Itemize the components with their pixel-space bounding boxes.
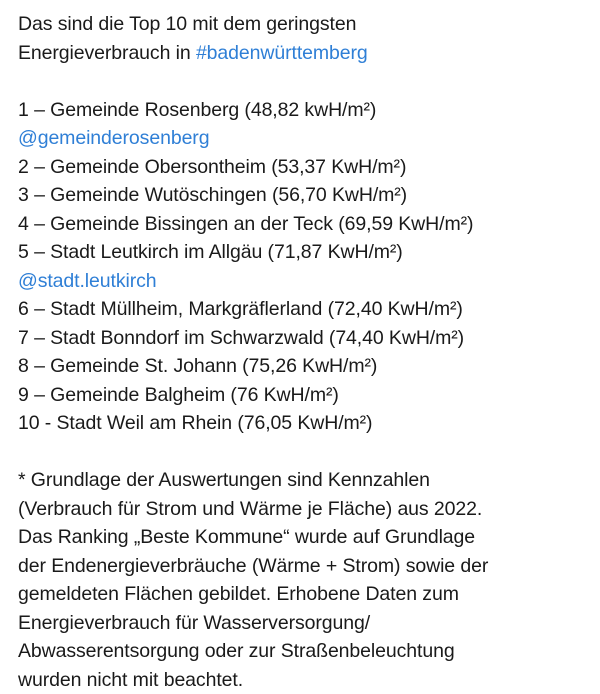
intro-text: Energieverbrauch in [18, 42, 196, 64]
footnote-line: der Endenergieverbräuche (Wärme + Strom) sowie der [18, 552, 584, 581]
footnote-line: Das Ranking „Beste Kommune“ wurde auf Grundlage [18, 523, 584, 552]
ranking-item: 1 – Gemeinde Rosenberg (48,82 kwH/m²) [18, 96, 584, 125]
footnote-line: (Verbrauch für Strom und Wärme je Fläche) aus 2022. [18, 495, 584, 524]
footnote [18, 466, 584, 694]
ranking-item: 2 – Gemeinde Obersontheim (53,37 KwH/m²) [18, 153, 584, 182]
footnote-line: Abwasserentsorgung oder zur Straßenbeleuchtung [18, 637, 584, 666]
mention-link[interactable]: @gemeinderosenberg [18, 124, 584, 153]
hashtag-link[interactable]: #badenwürttemberg [196, 42, 368, 64]
ranking-item: 8 – Gemeinde St. Johann (75,26 KwH/m²) [18, 352, 584, 381]
spacer [18, 67, 584, 96]
mention-link[interactable]: @stadt.leutkirch [18, 267, 584, 296]
ranking-item: 10 - Stadt Weil am Rhein (76,05 KwH/m²) [18, 409, 584, 438]
ranking-list [18, 96, 584, 438]
intro-line-1: Das sind die Top 10 mit dem geringsten [18, 10, 584, 39]
ranking-item: 9 – Gemeinde Balgheim (76 KwH/m²) [18, 381, 584, 410]
footnote-line: wurden nicht mit beachtet. [18, 666, 584, 694]
footnote-line: Energieverbrauch für Wasserversorgung/ [18, 609, 584, 638]
ranking-item: 4 – Gemeinde Bissingen an der Teck (69,59 KwH/m²) [18, 210, 584, 239]
ranking-item: 7 – Stadt Bonndorf im Schwarzwald (74,40 KwH/m²) [18, 324, 584, 353]
ranking-item: 6 – Stadt Müllheim, Markgräflerland (72,40 KwH/m²) [18, 295, 584, 324]
intro-line-2 [18, 39, 584, 68]
spacer [18, 438, 584, 467]
footnote-line: * Grundlage der Auswertungen sind Kennzahlen [18, 466, 584, 495]
footnote-line: gemeldeten Flächen gebildet. Erhobene Daten zum [18, 580, 584, 609]
ranking-item: 3 – Gemeinde Wutöschingen (56,70 KwH/m²) [18, 181, 584, 210]
ranking-item: 5 – Stadt Leutkirch im Allgäu (71,87 KwH/m²) [18, 238, 584, 267]
